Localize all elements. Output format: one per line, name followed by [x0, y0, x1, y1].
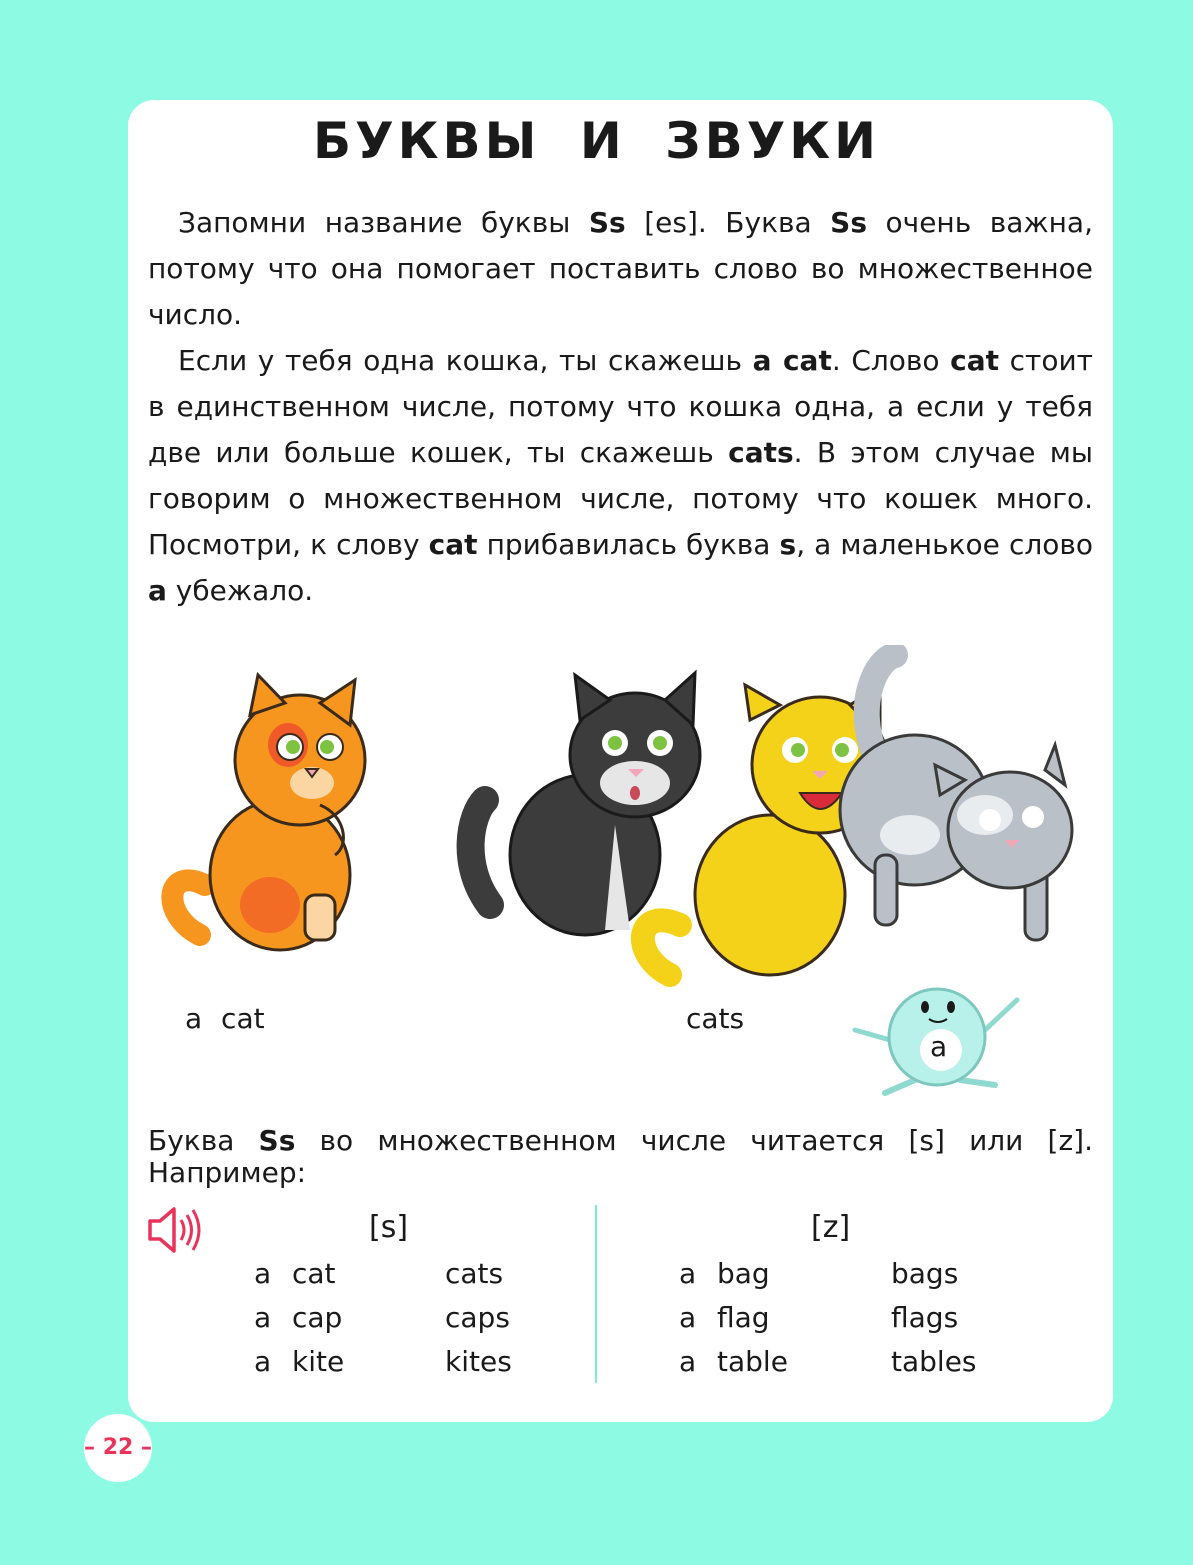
s-row-2-article: a: [254, 1301, 272, 1334]
z-row-1-plural: bags: [891, 1257, 959, 1290]
paragraph-pronunciation: [148, 1118, 1093, 1196]
z-row-3-singular: table: [717, 1345, 788, 1378]
z-row-2-plural: flags: [891, 1301, 959, 1334]
pronunciation-rule: Буква Ss во множественном числе читается [s] или [z].: [148, 1124, 1093, 1157]
z-sound-header: [z]: [811, 1210, 851, 1245]
s-row-3-plural: kites: [445, 1345, 512, 1378]
z-row-2-article: a: [679, 1301, 697, 1334]
z-row-1-article: a: [679, 1257, 697, 1290]
page-title: БУКВЫ И ЗВУКИ: [312, 112, 880, 170]
s-row-2-plural: caps: [445, 1301, 510, 1334]
z-row-1-singular: bag: [717, 1257, 770, 1290]
s-row-1-article: a: [254, 1257, 272, 1290]
s-row-3-singular: kite: [292, 1345, 345, 1378]
paragraph-letter-name: Запомни название буквы Ss [es]. Буква Ss очень важна, потому что она помогает поставить слово во множественное число.: [148, 206, 1093, 331]
orange-cat-illustration: [160, 665, 390, 975]
caption-a-cat: a cat: [185, 1002, 265, 1035]
paragraph-plural-explanation: Если у тебя одна кошка, ты скажешь a cat. Слово cat стоит в единственном числе, потому что кошка одна, а если у тебя две или больше кошек, ты скажешь cats. В этом случае мы говорим о множественном числе, потому что кошек много. Посмотри, к слову cat прибавилась буква s, а маленькое слово a убежало.: [148, 344, 1093, 607]
s-row-1-singular: cat: [292, 1257, 336, 1290]
z-row-3-plural: tables: [891, 1345, 977, 1378]
s-row-1-plural: cats: [445, 1257, 504, 1290]
z-row-3-article: a: [679, 1345, 697, 1378]
caption-cats: cats: [686, 1002, 745, 1035]
runaway-letter-a: a: [930, 1030, 948, 1063]
s-sound-header: [s]: [369, 1210, 409, 1245]
z-row-2-singular: flag: [717, 1301, 770, 1334]
grey-cat-illustration: [835, 645, 1075, 955]
for-example-label: Например:: [148, 1156, 307, 1189]
s-row-3-article: a: [254, 1345, 272, 1378]
page-number: – 22 –: [84, 1414, 152, 1482]
s-row-2-singular: cap: [292, 1301, 343, 1334]
speaker-icon[interactable]: [146, 1205, 206, 1255]
column-divider: [595, 1205, 597, 1383]
